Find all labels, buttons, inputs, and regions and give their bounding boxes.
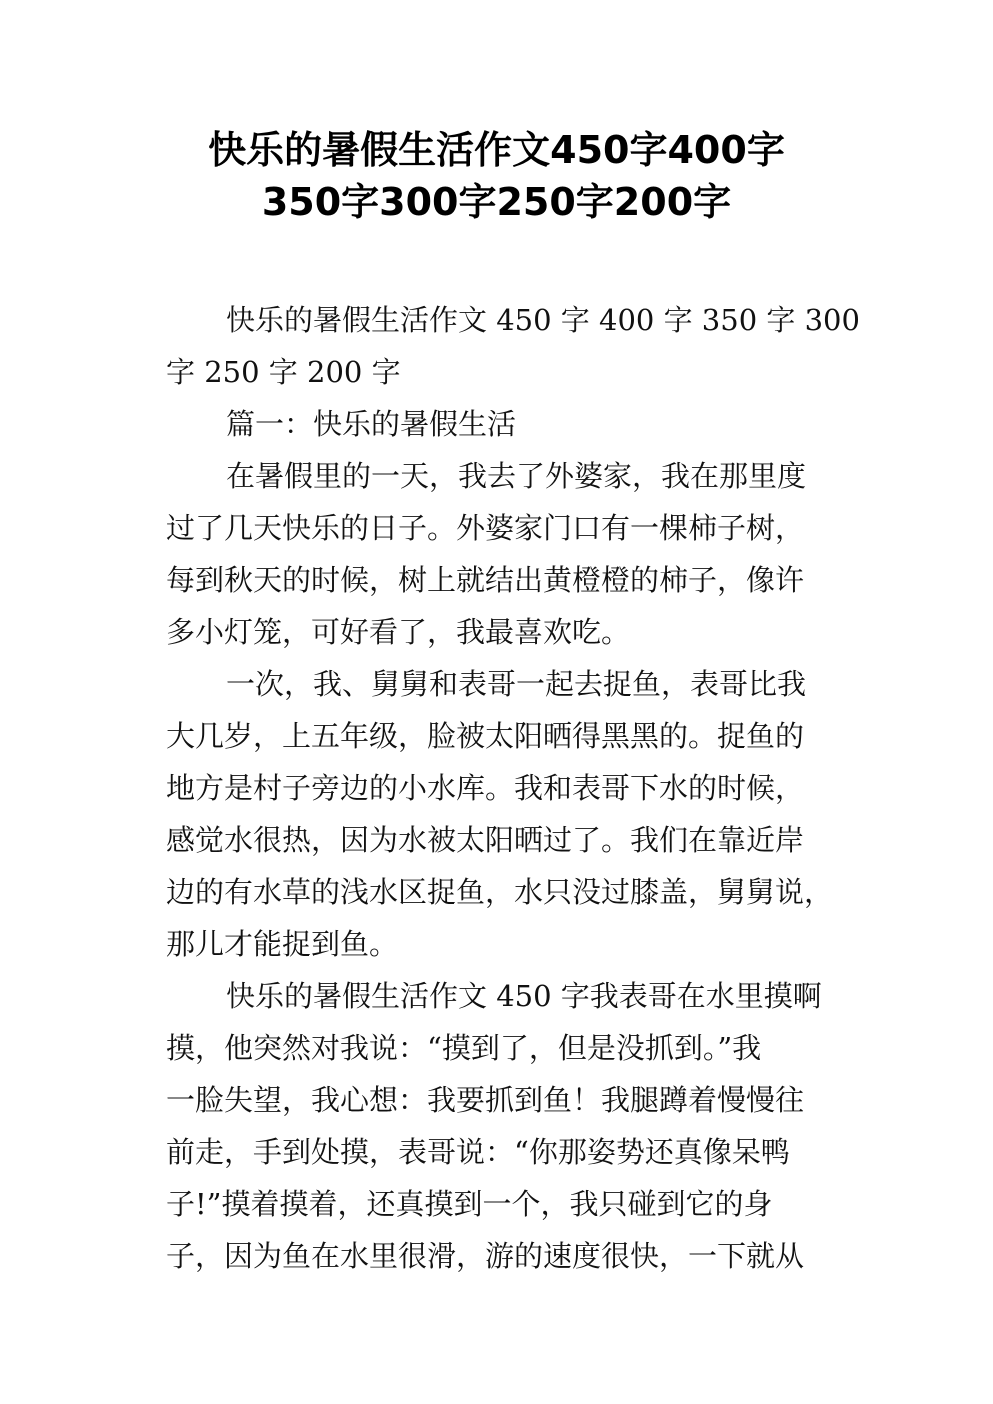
document-title-line-2: 350字300字250字200字 <box>261 180 732 224</box>
body-line: 过了几天快乐的日子。外婆家门口有一棵柿子树， <box>166 511 805 545</box>
body-line: 在暑假里的一天，我去了外婆家，我在那里度 <box>226 459 807 493</box>
body-line: 快乐的暑假生活作文 450 字 400 字 350 字 300 <box>226 303 860 337</box>
body-line: 前走，手到处摸，表哥说：“你那姿势还真像呆鸭 <box>166 1135 790 1169</box>
document-title-line-1: 快乐的暑假生活作文450字400字 <box>208 128 785 172</box>
body-line: 大几岁，上五年级，脸被太阳晒得黑黑的。捉鱼的 <box>166 719 805 753</box>
body-line: 边的有水草的浅水区捉鱼，水只没过膝盖，舅舅说， <box>166 875 834 909</box>
body-line: 一脸失望，我心想：我要抓到鱼！我腿蹲着慢慢往 <box>166 1083 805 1117</box>
body-line: 感觉水很热，因为水被太阳晒过了。我们在靠近岸 <box>166 823 805 857</box>
body-line: 快乐的暑假生活作文 450 字我表哥在水里摸啊 <box>226 979 822 1013</box>
body-line: 那儿才能捉到鱼。 <box>166 927 399 961</box>
body-line: 地方是村子旁边的小水库。我和表哥下水的时候， <box>166 771 805 805</box>
section-heading: 篇一：快乐的暑假生活 <box>226 407 517 441</box>
body-line: 子，因为鱼在水里很滑，游的速度很快，一下就从 <box>166 1239 805 1273</box>
body-line: 每到秋天的时候，树上就结出黄橙橙的柿子，像许 <box>166 563 805 597</box>
body-line: 一次，我、舅舅和表哥一起去捉鱼，表哥比我 <box>226 667 807 701</box>
body-line: 字 250 字 200 字 <box>166 355 401 389</box>
body-line: 多小灯笼，可好看了，我最喜欢吃。 <box>166 615 631 649</box>
body-line: 摸，他突然对我说：“摸到了，但是没抓到。”我 <box>166 1031 762 1065</box>
body-line: 子!”摸着摸着，还真摸到一个，我只碰到它的身 <box>166 1187 773 1221</box>
